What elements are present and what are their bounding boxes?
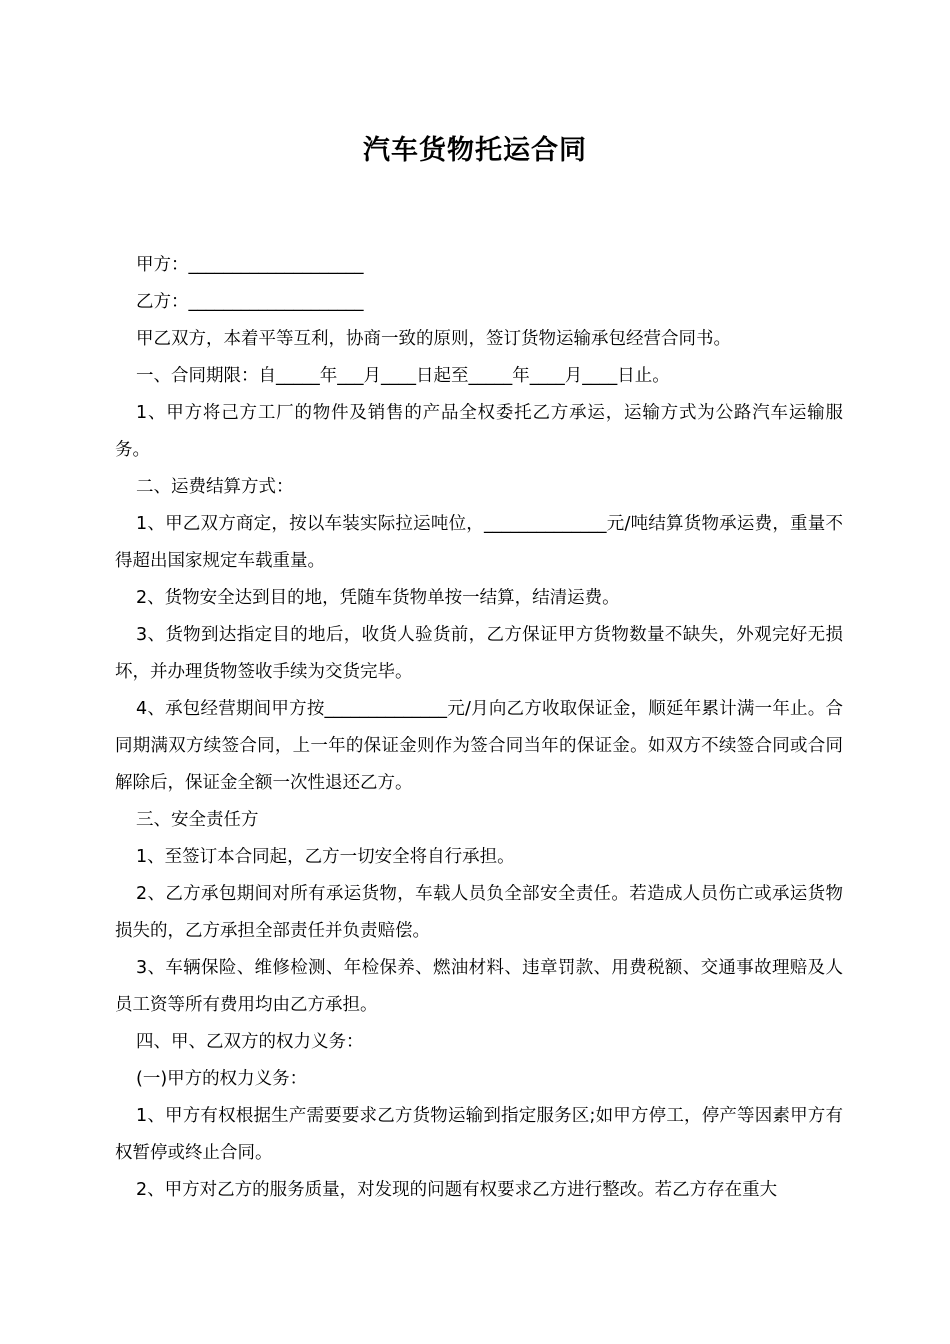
section-freight-settlement: 二、运费结算方式： — [136, 477, 294, 497]
clause-paragraph: 3、车辆保险、维修检测、年检保养、燃油材料、违章罚款、用费税额、交通事故理赔及人员工资等所有费用均由乙方承担。 — [115, 958, 843, 1015]
party-b-line: 乙方：____________________ — [136, 292, 364, 312]
clause-paragraph: 1、甲乙双方商定，按以车装实际拉运吨位，______________元/吨结算货物承运费，重量不得超出国家规定车载重量。 — [115, 514, 843, 571]
section-safety-responsibility: 三、安全责任方 — [136, 810, 259, 830]
clause-paragraph: 1、甲方有权根据生产需要要求乙方货物运输到指定服务区;如甲方停工，停产等因素甲方有权暂停或终止合同。 — [115, 1106, 843, 1163]
section-contract-term: 一、合同期限：自_____年___月____日起至_____年____月____日止。 — [136, 366, 670, 386]
document-body — [115, 247, 843, 1209]
clause-paragraph: 4、承包经营期间甲方按______________元/月向乙方收取保证金，顺延年累计满一年止。合同期满双方续签合同，上一年的保证金则作为签合同当年的保证金。如双方不续签合同或合同解除后，保证金全额一次性退还乙方。 — [115, 699, 843, 793]
clause-paragraph: 2、货物安全达到目的地，凭随车货物单按一结算，结清运费。 — [136, 588, 620, 608]
subsection-party-a-rights: (一)甲方的权力义务： — [136, 1069, 308, 1089]
section-rights-obligations: 四、甲、乙双方的权力义务： — [136, 1032, 364, 1052]
clause-paragraph: 3、货物到达指定目的地后，收货人验货前，乙方保证甲方货物数量不缺失，外观完好无损坏，并办理货物签收手续为交货完毕。 — [115, 625, 843, 682]
party-a-line: 甲方：____________________ — [136, 255, 364, 275]
document-title: 汽车货物托运合同 — [363, 135, 587, 166]
clause-paragraph: 2、乙方承包期间对所有承运货物，车载人员负全部安全责任。若造成人员伤亡或承运货物损失的，乙方承担全部责任并负责赔偿。 — [115, 884, 843, 941]
preamble-paragraph: 甲乙双方，本着平等互利，协商一致的原则，签订货物运输承包经营合同书。 — [136, 329, 731, 349]
clause-paragraph: 1、至签订本合同起，乙方一切安全将自行承担。 — [136, 847, 515, 867]
clause-paragraph: 1、甲方将己方工厂的物件及销售的产品全权委托乙方承运，运输方式为公路汽车运输服务。 — [115, 403, 843, 460]
clause-paragraph: 2、甲方对乙方的服务质量，对发现的问题有权要求乙方进行整改。若乙方存在重大 — [136, 1180, 778, 1200]
